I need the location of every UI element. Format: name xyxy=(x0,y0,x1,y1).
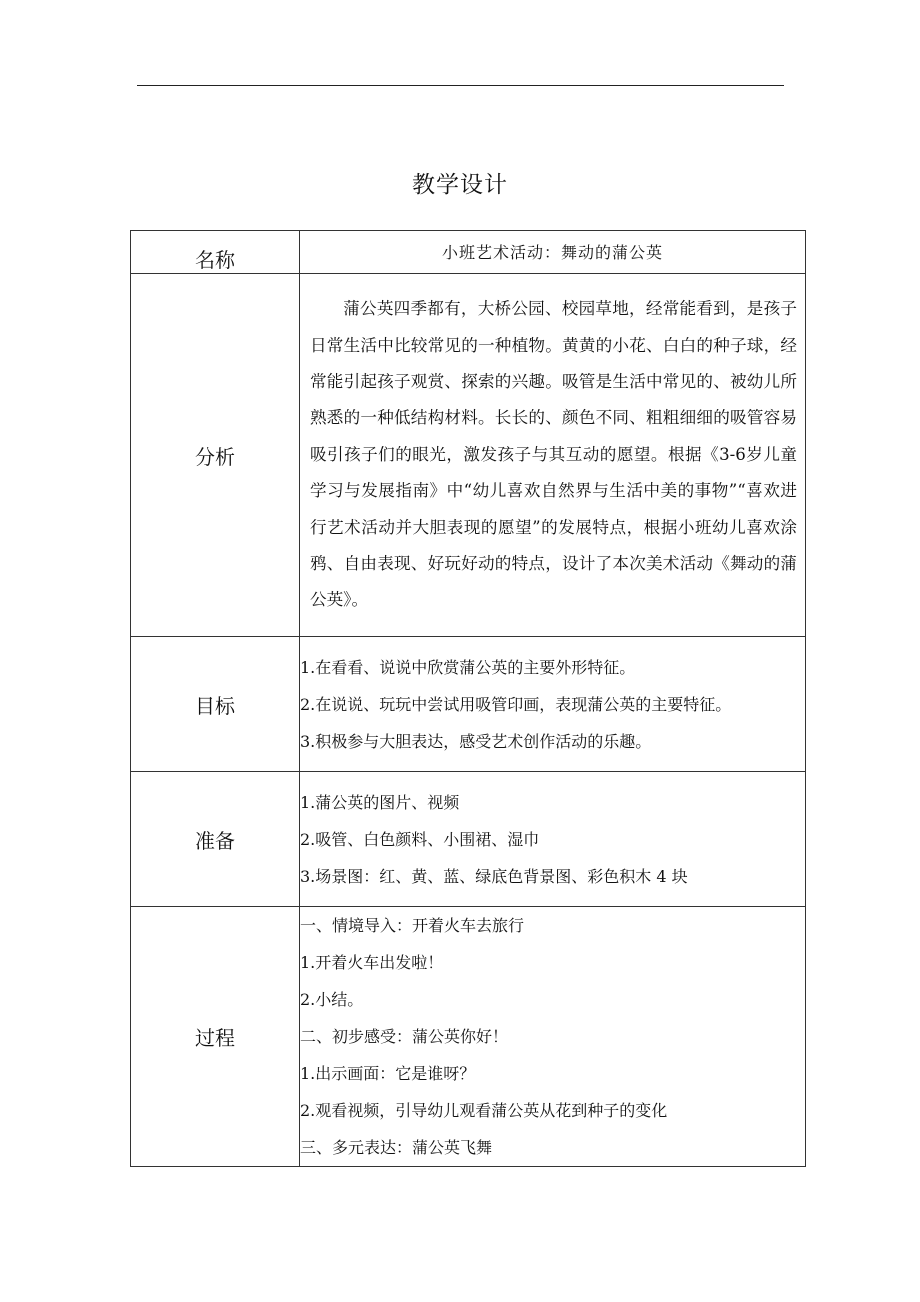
process-item: 2.小结。 xyxy=(300,990,364,1009)
document-title: 教学设计 xyxy=(412,172,508,198)
activity-name: 小班艺术活动：舞动的蒲公英 xyxy=(300,231,806,274)
process-item: 2.观看视频，引导幼儿观看蒲公英从花到种子的变化 xyxy=(300,1101,668,1120)
goals-cell xyxy=(300,637,806,772)
process-item: 三、多元表达：蒲公英飞舞 xyxy=(300,1138,493,1157)
row-label-goals: 目标 xyxy=(131,637,300,772)
process-item: 1.开着火车出发啦！ xyxy=(300,953,444,972)
process-item: 二、初步感受：蒲公英你好！ xyxy=(300,1027,509,1046)
row-label-analysis: 分析 xyxy=(131,274,300,637)
preparation-item: 3.场景图：红、黄、蓝、绿底色背景图、彩色积木 4 块 xyxy=(300,866,688,886)
process-item: 1.出示画面：它是谁呀？ xyxy=(300,1064,476,1083)
preparation-item: 1.蒲公英的图片、视频 xyxy=(300,792,460,812)
table-row-goals xyxy=(131,637,806,772)
header-rule xyxy=(137,85,784,86)
table-row-name xyxy=(131,231,806,274)
analysis-text: 蒲公英四季都有，大桥公园、校园草地，经常能看到，是孩子日常生活中比较常见的一种植物。黄黄的小花、白白的种子球，经常能引起孩子观赏、探索的兴趣。吸管是生活中常见的、被幼儿所熟悉的一种低结构材料。长长的、颜色不同、粗粗细细的吸管容易吸引孩子们的眼光，激发孩子与其互动的愿望。根据《3-6岁儿童学习与发展指南》中“幼儿喜欢自然界与生活中美的事物”“喜欢进行艺术活动并大胆表现的愿望”的发展特点，根据小班幼儿喜欢涂鸦、自由表现、好玩好动的特点，设计了本次美术活动《舞动的蒲公英》。 xyxy=(310,299,797,610)
row-label-preparation: 准备 xyxy=(131,772,300,907)
goal-item: 3.积极参与大胆表达，感受艺术创作活动的乐趣。 xyxy=(300,731,652,751)
goal-item: 2.在说说、玩玩中尝试用吸管印画，表现蒲公英的主要特征。 xyxy=(300,694,732,714)
table-row-process xyxy=(131,907,806,1167)
lesson-plan-table xyxy=(130,230,806,1167)
process-cell xyxy=(300,907,806,1167)
analysis-cell xyxy=(300,274,806,637)
preparation-cell xyxy=(300,772,806,907)
table-row-preparation xyxy=(131,772,806,907)
row-label-process: 过程 xyxy=(131,907,300,1167)
goal-item: 1.在看看、说说中欣赏蒲公英的主要外形特征。 xyxy=(300,657,636,677)
process-item: 一、情境导入：开着火车去旅行 xyxy=(300,916,525,935)
row-label-name: 名称 xyxy=(131,231,300,274)
preparation-item: 2.吸管、白色颜料、小围裙、湿巾 xyxy=(300,829,540,849)
table-row-analysis xyxy=(131,274,806,637)
